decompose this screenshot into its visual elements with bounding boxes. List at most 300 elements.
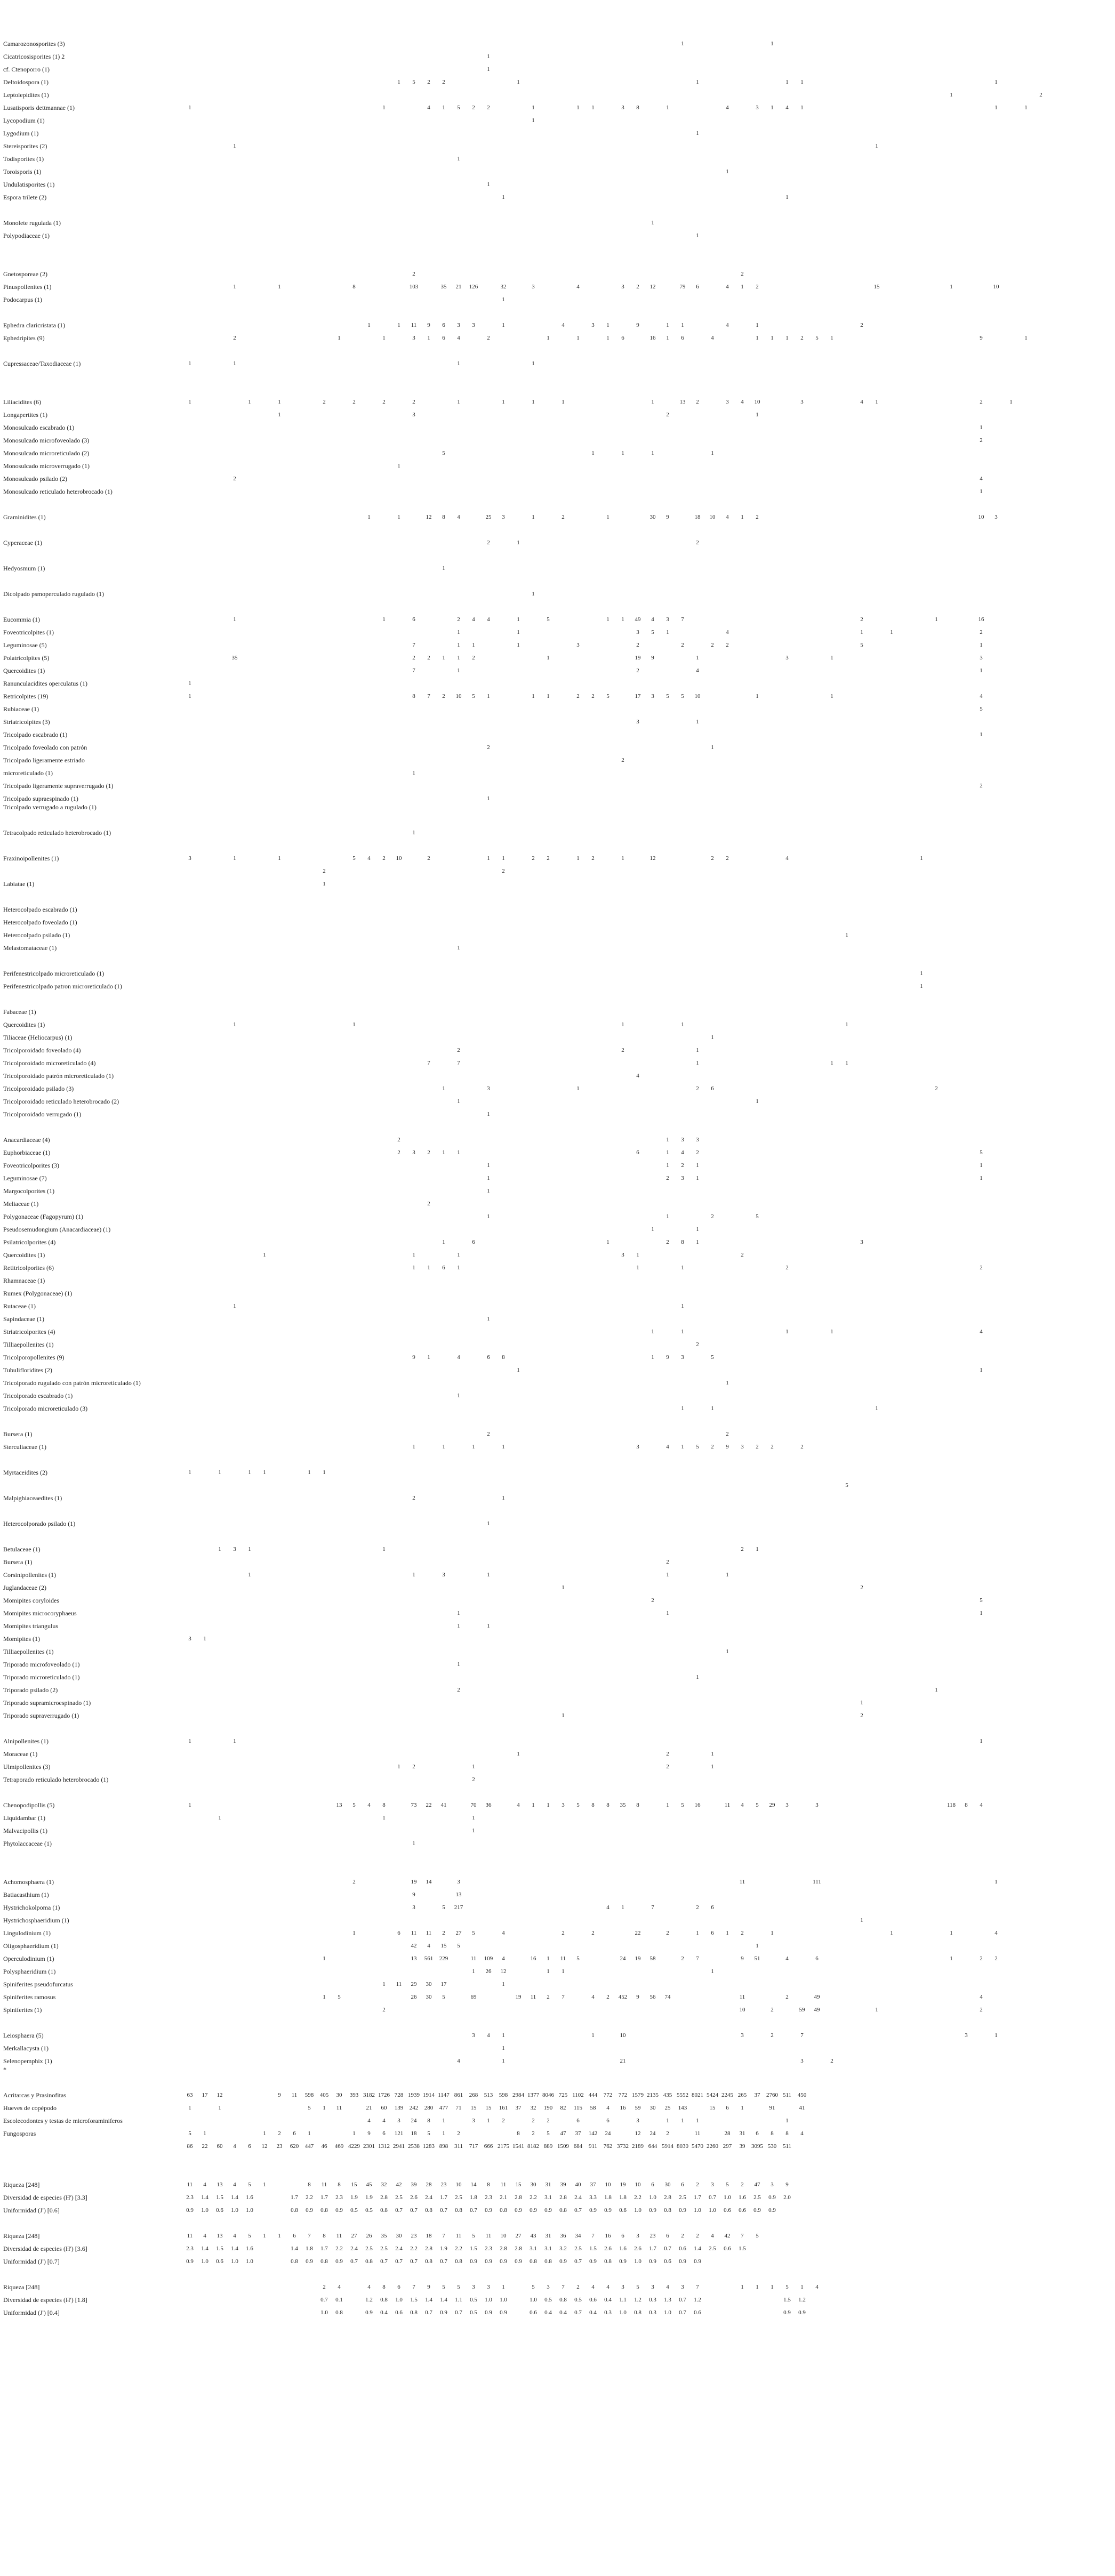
- row-label: Momipites coryloides: [3, 1597, 59, 1604]
- table-row: [0, 768, 1115, 778]
- table-cell: 27: [455, 1930, 462, 1936]
- table-cell: 2: [771, 2007, 774, 2013]
- table-cell: 0.6: [216, 2258, 223, 2265]
- table-row: [0, 1250, 1115, 1260]
- table-cell: 3: [412, 335, 415, 341]
- row-label: Tricolpado verrugado a rugulado (1): [3, 803, 97, 811]
- table-row: [0, 1877, 1115, 1887]
- table-cell: 1: [741, 2284, 744, 2290]
- row-label: Achomosphaera (1): [3, 1878, 54, 1886]
- table-cell: 4: [203, 2181, 206, 2188]
- table-cell: 1: [696, 1047, 699, 1053]
- row-label: Tricolporado microreticulado (3): [3, 1405, 88, 1412]
- table-cell: 2.6: [634, 2245, 641, 2252]
- table-cell: 3: [681, 1354, 684, 1361]
- table-cell: 24: [649, 2130, 656, 2137]
- table-cell: 13: [216, 2233, 223, 2239]
- table-row: [0, 1697, 1115, 1708]
- table-cell: 1: [218, 1469, 221, 1476]
- table-cell: 5: [636, 2284, 639, 2290]
- table-cell: 1.5: [470, 2245, 477, 2252]
- table-cell: 0.3: [649, 2297, 656, 2303]
- table-cell: 1: [830, 1060, 833, 1066]
- table-cell: 2: [636, 284, 639, 290]
- table-cell: 1: [771, 1930, 774, 1936]
- table-cell: 2: [696, 1904, 699, 1911]
- table-cell: 3: [472, 2284, 475, 2290]
- table-cell: 2175: [498, 2143, 509, 2150]
- table-cell: 2: [800, 335, 804, 341]
- table-cell: 56: [649, 1994, 656, 2000]
- row-label: Betulaceae (1): [3, 1545, 41, 1553]
- table-cell: 1: [203, 2130, 206, 2137]
- row-label: Todisporites (1): [3, 155, 44, 163]
- table-cell: 2: [681, 1162, 684, 1169]
- table-row: [0, 409, 1115, 420]
- table-cell: 1: [382, 616, 386, 623]
- row-label: Toroisporis (1): [3, 168, 42, 175]
- table-cell: 1: [382, 1815, 386, 1821]
- table-cell: 1: [756, 693, 759, 699]
- row-label: Juglandaceae (2): [3, 1584, 46, 1591]
- row-label: Moraceae (1): [3, 1750, 38, 1758]
- table-cell: 1: [502, 2032, 505, 2039]
- table-cell: 1: [188, 104, 191, 111]
- table-cell: 16: [620, 2105, 626, 2111]
- table-cell: 2135: [647, 2092, 659, 2098]
- table-cell: 11: [455, 2233, 462, 2239]
- table-cell: 0.9: [530, 2207, 537, 2213]
- row-label: Undulatisporites (1): [3, 181, 55, 188]
- table-cell: 1: [561, 1584, 565, 1591]
- table-cell: 1: [606, 1239, 609, 1245]
- table-cell: 121: [394, 2130, 404, 2137]
- row-label: Rumex (Polygonaceae) (1): [3, 1290, 73, 1297]
- table-cell: 561: [424, 1955, 434, 1962]
- table-cell: 1: [920, 970, 923, 977]
- table-row: [0, 77, 1115, 87]
- table-cell: 35: [620, 1802, 626, 1808]
- table-cell: 2: [666, 1175, 669, 1181]
- table-cell: 0.7: [320, 2297, 328, 2303]
- table-cell: 1: [218, 1815, 221, 1821]
- table-cell: 1.1: [619, 2297, 627, 2303]
- table-cell: 8: [382, 2284, 386, 2290]
- table-cell: 1: [890, 629, 893, 635]
- row-label: Striatricolpites (3): [3, 718, 50, 726]
- table-cell: 6: [293, 2233, 296, 2239]
- table-cell: 1: [397, 514, 400, 520]
- table-cell: 2260: [707, 2143, 718, 2150]
- table-cell: 1: [800, 104, 804, 111]
- table-cell: 58: [649, 1955, 656, 1962]
- table-cell: 1: [248, 1572, 251, 1578]
- table-cell: 2.3: [335, 2194, 343, 2201]
- table-cell: 3: [636, 2233, 639, 2239]
- table-row: [0, 1685, 1115, 1695]
- table-row: [0, 128, 1115, 139]
- table-cell: 2: [756, 284, 759, 290]
- table-cell: 11: [530, 1994, 536, 2000]
- table-cell: 0.9: [365, 2309, 373, 2316]
- table-cell: 4: [785, 855, 789, 862]
- table-cell: 1: [442, 1444, 445, 1450]
- table-cell: 1: [457, 655, 460, 661]
- table-cell: 1: [980, 1175, 983, 1181]
- table-cell: 4: [666, 1444, 669, 1450]
- table-cell: 4: [427, 1943, 430, 1949]
- table-row: [0, 678, 1115, 689]
- table-row: [0, 704, 1115, 714]
- table-cell: 2.3: [485, 2194, 492, 2201]
- table-cell: 1: [1009, 399, 1013, 405]
- row-label: Tricolporopollenites (9): [3, 1354, 65, 1361]
- table-cell: 0.4: [589, 2309, 597, 2316]
- table-row: [0, 1186, 1115, 1196]
- row-label: Fungosporas: [3, 2130, 36, 2137]
- row-label: Momipites triangulus: [3, 1622, 58, 1630]
- table-cell: 9: [726, 1444, 729, 1450]
- table-cell: 2: [636, 667, 639, 674]
- table-row: [0, 51, 1115, 62]
- row-label: Tricolporado escabrado (1): [3, 1392, 73, 1399]
- table-cell: 2.5: [455, 2194, 462, 2201]
- table-cell: 2538: [408, 2143, 420, 2150]
- table-cell: 2.2: [634, 2194, 641, 2201]
- table-cell: 1: [487, 2118, 490, 2124]
- table-cell: 2: [427, 1201, 430, 1207]
- table-cell: 1: [711, 450, 714, 456]
- table-cell: 37: [575, 2130, 581, 2137]
- table-cell: 3732: [617, 2143, 629, 2150]
- table-cell: 1: [487, 181, 490, 188]
- table-cell: 1: [263, 2181, 266, 2188]
- table-row: [0, 1442, 1115, 1452]
- table-row: [0, 333, 1115, 343]
- table-cell: 3: [726, 399, 729, 405]
- table-cell: 1.9: [440, 2245, 447, 2252]
- table-cell: 5: [681, 693, 684, 699]
- row-label: Ulmipollenites (3): [3, 1763, 51, 1770]
- table-cell: 1: [576, 104, 580, 111]
- table-cell: 0.9: [306, 2258, 313, 2265]
- table-cell: 4: [517, 1802, 520, 1808]
- table-cell: 1: [950, 92, 953, 98]
- table-cell: 5: [756, 1802, 759, 1808]
- table-cell: 5914: [662, 2143, 673, 2150]
- table-cell: 0.7: [455, 2309, 462, 2316]
- table-cell: 5: [472, 2233, 475, 2239]
- table-cell: 5: [457, 2284, 460, 2290]
- table-cell: 0.9: [440, 2309, 447, 2316]
- table-cell: 71: [455, 2105, 462, 2111]
- table-cell: 1: [756, 1098, 759, 1105]
- table-cell: 1: [621, 1904, 624, 1911]
- table-cell: 0.9: [500, 2258, 507, 2265]
- table-cell: 717: [469, 2143, 478, 2150]
- table-cell: 1.7: [694, 2194, 701, 2201]
- row-label: Pinuspollenites (1): [3, 283, 52, 291]
- table-cell: 12: [426, 514, 432, 520]
- table-cell: 30: [336, 2092, 342, 2098]
- table-cell: 1: [681, 1021, 684, 1028]
- table-row: [0, 64, 1115, 75]
- table-cell: 5: [457, 1943, 460, 1949]
- table-cell: 4: [726, 322, 729, 328]
- table-cell: 2: [397, 1137, 400, 1143]
- table-cell: 17: [635, 693, 641, 699]
- row-label: Ephedra claricristata (1): [3, 321, 65, 329]
- table-cell: 6: [487, 1354, 490, 1361]
- table-cell: 3: [681, 2284, 684, 2290]
- table-cell: 1: [547, 1802, 550, 1808]
- table-cell: 3: [965, 2032, 968, 2039]
- table-cell: 666: [484, 2143, 493, 2150]
- table-cell: 3.1: [544, 2194, 552, 2201]
- table-row: [0, 1813, 1115, 1823]
- table-cell: 8: [323, 2233, 326, 2239]
- table-cell: 1: [502, 2045, 505, 2051]
- table-cell: 1: [994, 2032, 998, 2039]
- table-cell: 5: [547, 2130, 550, 2137]
- table-cell: 5: [576, 1955, 580, 1962]
- row-label: Polypodiaceae (1): [3, 232, 50, 239]
- table-cell: 3: [621, 2284, 624, 2290]
- table-cell: 1: [502, 855, 505, 862]
- table-cell: 4: [233, 2143, 236, 2150]
- table-cell: 2: [427, 855, 430, 862]
- table-cell: 2: [741, 1546, 744, 1552]
- table-cell: 9: [651, 655, 654, 661]
- table-cell: 70: [470, 1802, 477, 1808]
- row-label: Corsinipollenites (1): [3, 1571, 56, 1579]
- table-cell: 142: [588, 2130, 598, 2137]
- row-label: Quercoidites (1): [3, 667, 45, 674]
- table-cell: 0.8: [320, 2258, 328, 2265]
- table-cell: 1: [487, 1162, 490, 1169]
- table-cell: 0.9: [783, 2309, 791, 2316]
- row-label: Pseudosemudongium (Anacardiaceae) (1): [3, 1226, 111, 1233]
- table-cell: 1: [696, 79, 699, 85]
- table-cell: 15: [470, 2105, 477, 2111]
- table-cell: 43: [530, 2233, 536, 2239]
- row-label: Perifenestricolpado patron microreticulado (1): [3, 983, 122, 990]
- table-cell: 1.0: [709, 2207, 716, 2213]
- row-label: Quercoidites (1): [3, 1021, 45, 1028]
- table-cell: 1.0: [395, 2297, 403, 2303]
- table-cell: 2.4: [395, 2245, 403, 2252]
- row-label: Triporado microfoveolado (1): [3, 1661, 80, 1668]
- table-cell: 36: [560, 2233, 566, 2239]
- table-cell: 3: [397, 2118, 400, 2124]
- table-cell: 1: [696, 1674, 699, 1680]
- table-cell: 1: [457, 1661, 460, 1668]
- table-cell: 3: [994, 514, 998, 520]
- table-cell: 8: [308, 2181, 311, 2188]
- table-cell: 22: [426, 1802, 432, 1808]
- row-label: Anacardiaceae (4): [3, 1136, 50, 1144]
- table-cell: 3: [860, 1239, 863, 1245]
- table-cell: 6: [382, 2130, 386, 2137]
- table-cell: 10: [605, 2181, 611, 2188]
- table-cell: 2: [980, 1265, 983, 1271]
- table-row: [0, 640, 1115, 650]
- table-cell: 4: [726, 629, 729, 635]
- table-cell: 1: [502, 2284, 505, 2290]
- table-cell: 8: [681, 1239, 684, 1245]
- row-label: Foveotricolporites (3): [3, 1162, 59, 1169]
- table-cell: 1: [875, 399, 878, 405]
- table-cell: 9: [636, 1994, 639, 2000]
- row-label: Graminidites (1): [3, 513, 46, 521]
- table-cell: 0.7: [440, 2258, 447, 2265]
- table-cell: 2: [532, 2118, 535, 2124]
- table-cell: 2.5: [709, 2245, 716, 2252]
- table-cell: 1: [218, 2105, 221, 2111]
- table-cell: 8: [427, 2118, 430, 2124]
- table-cell: 7: [696, 1955, 699, 1962]
- table-cell: 15: [709, 2105, 716, 2111]
- table-cell: 477: [439, 2105, 448, 2111]
- table-cell: 1.4: [231, 2194, 238, 2201]
- table-cell: 11: [187, 2233, 193, 2239]
- table-cell: 1: [442, 655, 445, 661]
- table-cell: 3: [800, 399, 804, 405]
- table-cell: 2: [472, 655, 475, 661]
- table-cell: 1.5: [589, 2245, 597, 2252]
- table-cell: 1.6: [246, 2194, 253, 2201]
- table-cell: 1: [681, 1329, 684, 1335]
- table-cell: 6: [681, 2181, 684, 2188]
- table-cell: 2: [666, 2130, 669, 2137]
- table-cell: 2: [860, 1712, 863, 1719]
- row-label: Riqueza [248]: [3, 2232, 40, 2240]
- table-cell: 5: [188, 2130, 191, 2137]
- table-cell: 0.9: [186, 2258, 194, 2265]
- table-cell: 7: [427, 693, 430, 699]
- table-cell: 1: [576, 1085, 580, 1092]
- table-cell: 2.5: [380, 2245, 388, 2252]
- table-cell: 0.3: [649, 2309, 656, 2316]
- table-cell: 2: [994, 1955, 998, 1962]
- table-row: [0, 2205, 1115, 2216]
- row-label: Triporado microreticulado (1): [3, 1673, 80, 1681]
- table-cell: 5: [980, 706, 983, 712]
- row-label: Batiacasthium (1): [3, 1891, 49, 1898]
- table-cell: 1: [263, 2130, 266, 2137]
- table-cell: 13: [455, 1891, 462, 1898]
- table-cell: 3: [636, 2118, 639, 2124]
- table-cell: 1: [980, 1367, 983, 1373]
- table-cell: 2.8: [380, 2194, 388, 2201]
- table-cell: 2: [980, 629, 983, 635]
- table-cell: 30: [649, 514, 656, 520]
- table-cell: 0.8: [604, 2258, 612, 2265]
- table-cell: 0.7: [470, 2207, 477, 2213]
- table-cell: 16: [530, 1955, 536, 1962]
- table-cell: 139: [394, 2105, 404, 2111]
- table-cell: 2: [621, 1047, 624, 1053]
- table-cell: 31: [545, 2233, 551, 2239]
- row-label: Deltoidospora (1): [3, 78, 49, 86]
- table-cell: 268: [469, 2092, 478, 2098]
- table-cell: 0.5: [365, 2207, 373, 2213]
- table-cell: 1: [576, 335, 580, 341]
- table-cell: 1: [427, 1354, 430, 1361]
- table-cell: 644: [648, 2143, 657, 2150]
- table-cell: 0.7: [395, 2258, 403, 2265]
- table-cell: 762: [603, 2143, 613, 2150]
- table-cell: 5: [352, 1802, 356, 1808]
- table-cell: 0.6: [589, 2297, 597, 2303]
- row-label: Tilliaepollenites (1): [3, 1648, 54, 1655]
- table-cell: 8: [338, 2181, 341, 2188]
- table-cell: 1: [278, 2233, 281, 2239]
- table-cell: 0.8: [500, 2207, 507, 2213]
- table-cell: 1.5: [216, 2194, 223, 2201]
- table-cell: 1.7: [320, 2194, 328, 2201]
- row-label: Tricolporoidado foveolado (4): [3, 1046, 81, 1054]
- table-cell: 0.7: [679, 2297, 686, 2303]
- row-label: Uniformidad (J') [0.6]: [3, 2207, 60, 2214]
- row-label: Phytolaccaceae (1): [3, 1840, 52, 1847]
- table-cell: 11: [321, 2181, 327, 2188]
- table-cell: 1: [502, 399, 505, 405]
- row-label: Hedyosmum (1): [3, 565, 45, 572]
- table-cell: 4: [980, 1994, 983, 2000]
- row-label: Striatricolporites (4): [3, 1328, 55, 1335]
- table-cell: 2: [576, 693, 580, 699]
- table-row: [0, 1237, 1115, 1247]
- table-cell: 7: [427, 1060, 430, 1066]
- table-row: [0, 780, 1115, 791]
- table-cell: 1: [756, 412, 759, 418]
- table-cell: 1: [651, 1354, 654, 1361]
- table-cell: 0.9: [649, 2207, 656, 2213]
- table-cell: 1.8: [604, 2194, 612, 2201]
- table-cell: 2.3: [485, 2245, 492, 2252]
- table-cell: 1: [756, 1546, 759, 1552]
- table-cell: 1: [382, 1546, 386, 1552]
- table-cell: 911: [588, 2143, 598, 2150]
- table-cell: 12: [500, 1968, 507, 1975]
- table-cell: 2.5: [753, 2194, 761, 2201]
- table-cell: 4: [980, 476, 983, 482]
- table-cell: 1: [532, 117, 535, 124]
- table-cell: 1.0: [201, 2258, 208, 2265]
- table-cell: 10: [396, 855, 402, 862]
- table-cell: 12: [261, 2143, 268, 2150]
- row-label: Tricolporoidado verrugado (1): [3, 1110, 82, 1118]
- row-label: Uniformidad (J') [0.7]: [3, 2258, 60, 2265]
- table-cell: 1: [696, 1930, 699, 1936]
- table-cell: 2: [412, 1495, 415, 1501]
- table-cell: 2: [412, 655, 415, 661]
- table-cell: 1: [487, 1111, 490, 1117]
- table-cell: 1: [412, 1252, 415, 1258]
- table-cell: 598: [499, 2092, 508, 2098]
- table-row: [0, 1672, 1115, 1683]
- table-cell: 2.2: [335, 2245, 343, 2252]
- table-cell: 2: [771, 2032, 774, 2039]
- table-cell: 1: [994, 79, 998, 85]
- table-cell: 1: [442, 104, 445, 111]
- table-cell: 0.7: [350, 2258, 358, 2265]
- table-cell: 405: [319, 2092, 329, 2098]
- table-cell: 4: [367, 855, 371, 862]
- row-label: Leptolepidites (1): [3, 91, 49, 99]
- table-cell: 11: [724, 1802, 731, 1808]
